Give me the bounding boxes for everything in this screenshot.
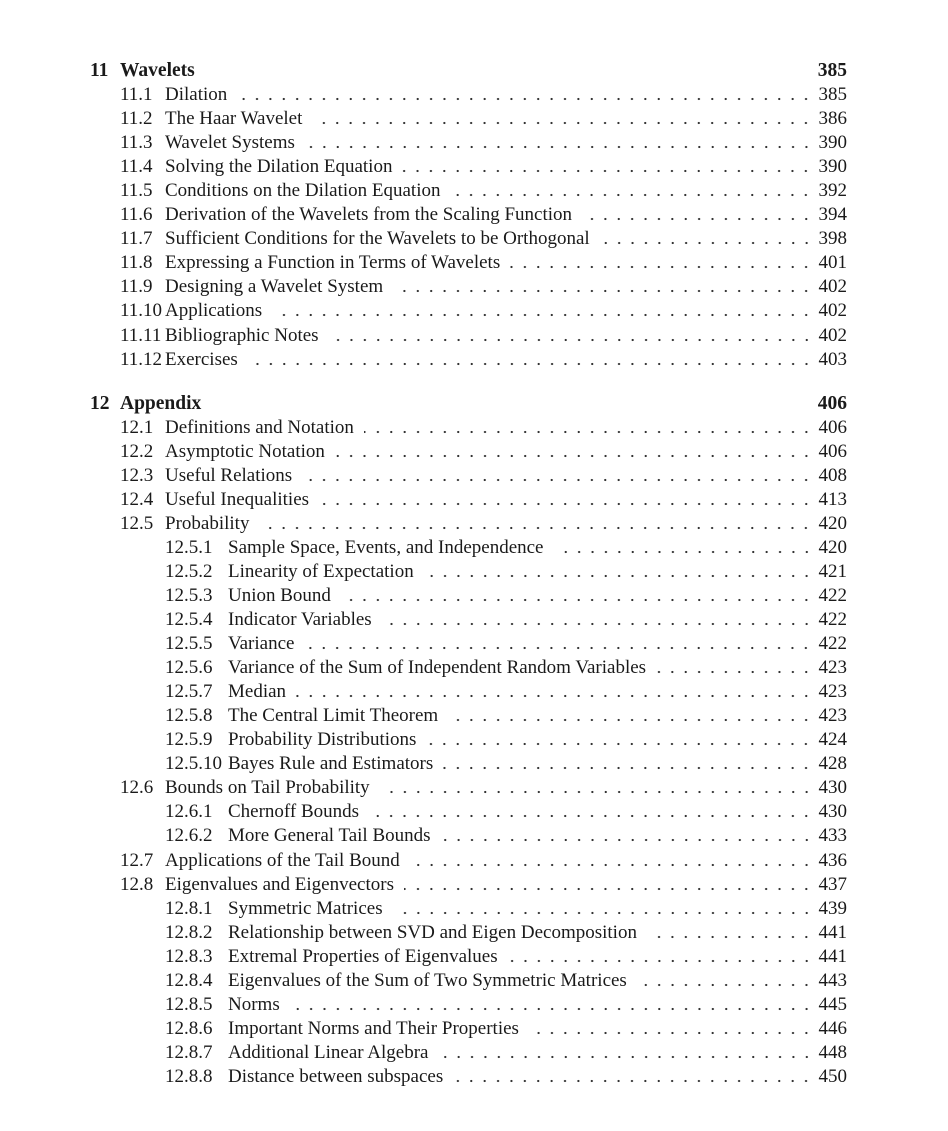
entry-title: Important Norms and Their Properties	[228, 1017, 519, 1039]
dot-leader	[319, 488, 813, 512]
page-number: 441	[818, 945, 847, 967]
dot-leader	[424, 560, 813, 584]
entry-number: 12.5.9	[165, 729, 213, 751]
entry-title: Variance of the Sum of Independent Random Variables	[228, 657, 647, 679]
page-number: 423	[818, 681, 847, 703]
page-number: 390	[818, 132, 847, 154]
entry-title: Median	[228, 681, 287, 703]
toc-section-entry[interactable]	[90, 464, 847, 488]
page-number: 420	[818, 512, 847, 534]
entry-number: 12.5.6	[165, 657, 213, 679]
toc-subsection-entry[interactable]	[90, 1041, 847, 1065]
entry-title: Applications	[165, 300, 263, 322]
dot-leader	[248, 348, 813, 372]
entry-title: Bayes Rule and Estimators	[228, 753, 434, 775]
toc-subsection-entry[interactable]	[90, 560, 847, 584]
page-number: 446	[818, 1017, 847, 1039]
toc-subsection-entry[interactable]	[90, 536, 847, 560]
page-number: 445	[818, 993, 847, 1015]
entry-title: Symmetric Matrices	[228, 897, 383, 919]
toc-section-entry[interactable]	[90, 512, 847, 536]
page-number: 422	[818, 584, 847, 606]
entry-number: 11.12	[120, 348, 163, 370]
page-number: 406	[818, 440, 847, 462]
entry-title: Variance	[228, 633, 295, 655]
entry-number: 12.6	[120, 777, 154, 799]
dot-leader	[272, 299, 813, 323]
toc-section-entry[interactable]	[90, 776, 847, 800]
entry-title: Applications of the Tail Bound	[165, 849, 400, 871]
entry-title: Sufficient Conditions for the Wavelets to be Orthogonal	[165, 228, 590, 250]
table-of-contents	[90, 59, 847, 1089]
entry-number: 12.5.10	[165, 753, 222, 775]
chapter-number: 11	[90, 60, 109, 81]
dot-leader	[582, 203, 813, 227]
page-number: 402	[818, 300, 847, 322]
dot-leader	[237, 83, 813, 107]
entry-number: 12.8.1	[165, 897, 213, 919]
entry-number: 11.7	[120, 228, 153, 250]
toc-section-entry[interactable]	[90, 348, 847, 372]
toc-subsection-entry[interactable]	[90, 632, 847, 656]
page-number: 450	[818, 1065, 847, 1087]
dot-leader	[647, 921, 813, 945]
entry-number: 11.6	[120, 204, 153, 226]
entry-number: 12.8.8	[165, 1065, 213, 1087]
dot-leader	[637, 969, 813, 993]
dot-leader	[380, 776, 813, 800]
entry-title: Norms	[228, 993, 280, 1015]
dot-leader	[364, 416, 813, 440]
entry-title: Extremal Properties of Eigenvalues	[228, 945, 498, 967]
entry-number: 11.11	[120, 324, 162, 346]
toc-section-entry[interactable]	[90, 873, 847, 897]
entry-title: Exercises	[165, 348, 238, 370]
entry-number: 12.8.4	[165, 969, 213, 991]
entry-title: Asymptotic Notation	[165, 440, 325, 462]
entry-title: Sample Space, Events, and Independence	[228, 536, 544, 558]
page-number: 428	[818, 753, 847, 775]
toc-subsection-entry[interactable]	[90, 608, 847, 632]
toc-section-entry[interactable]	[90, 227, 847, 251]
toc-subsection-entry[interactable]	[90, 824, 847, 848]
entry-number: 12.5.8	[165, 705, 213, 727]
page-number: 402	[818, 324, 847, 346]
entry-number: 12.5	[120, 512, 154, 534]
entry-number: 12.5.3	[165, 584, 213, 606]
page-number: 423	[818, 657, 847, 679]
dot-leader	[600, 227, 813, 251]
dot-leader	[296, 680, 813, 704]
toc-chapter-heading[interactable]	[90, 392, 847, 416]
dot-leader	[382, 608, 813, 632]
entry-number: 12.8	[120, 873, 154, 895]
dot-leader	[393, 275, 813, 299]
dot-leader	[369, 800, 813, 824]
dot-leader	[656, 656, 813, 680]
entry-number: 12.7	[120, 849, 154, 871]
entry-number: 12.3	[120, 464, 154, 486]
page-number: 406	[817, 392, 847, 414]
entry-number: 12.6.2	[165, 825, 213, 847]
entry-title: Solving the Dilation Equation	[165, 156, 393, 178]
page-number: 402	[818, 276, 847, 298]
toc-section-entry[interactable]	[90, 83, 847, 107]
dot-leader	[508, 945, 813, 969]
dot-leader	[410, 849, 813, 873]
page-number: 392	[818, 180, 847, 202]
dot-leader	[443, 752, 813, 776]
toc-section-entry[interactable]	[90, 849, 847, 873]
entry-title: Probability Distributions	[228, 729, 417, 751]
entry-number: 12.5.5	[165, 633, 213, 655]
entry-title: Additional Linear Algebra	[228, 1041, 429, 1063]
page-number: 437	[818, 873, 847, 895]
entry-number: 12.8.7	[165, 1041, 213, 1063]
toc-section-entry[interactable]	[90, 440, 847, 464]
dot-leader	[554, 536, 814, 560]
dot-leader	[529, 1017, 813, 1041]
entry-title: Relationship between SVD and Eigen Decomposition	[228, 921, 637, 943]
toc-section-entry[interactable]	[90, 324, 847, 348]
entry-number: 12.8.6	[165, 1017, 213, 1039]
entry-title: Chernoff Bounds	[228, 801, 360, 823]
page-number: 439	[818, 897, 847, 919]
toc-subsection-entry[interactable]	[90, 584, 847, 608]
page-number: 430	[818, 777, 847, 799]
entry-number: 12.8.5	[165, 993, 213, 1015]
entry-title: The Central Limit Theorem	[228, 705, 439, 727]
dot-leader	[305, 131, 813, 155]
toc-section-entry[interactable]	[90, 203, 847, 227]
entry-title: More General Tail Bounds	[228, 825, 431, 847]
page-number: 385	[817, 60, 847, 81]
page-number: 433	[818, 825, 847, 847]
entry-number: 11.5	[120, 180, 153, 202]
entry-number: 11.8	[120, 252, 153, 274]
entry-number: 12.5.1	[165, 536, 213, 558]
entry-number: 11.10	[120, 300, 163, 322]
entry-title: Useful Inequalities	[165, 488, 310, 510]
entry-number: 11.1	[120, 84, 153, 106]
toc-section-entry[interactable]	[90, 488, 847, 512]
page-number: 401	[818, 252, 847, 274]
page-number: 443	[818, 969, 847, 991]
toc-subsection-entry[interactable]	[90, 656, 847, 680]
chapter-number: 12	[90, 392, 110, 414]
dot-leader	[404, 873, 813, 897]
toc-section-entry[interactable]	[90, 179, 847, 203]
dot-leader	[441, 824, 813, 848]
entry-title: Indicator Variables	[228, 609, 372, 631]
entry-number: 12.8.2	[165, 921, 213, 943]
toc-section-entry[interactable]	[90, 251, 847, 275]
page-number: 386	[818, 108, 847, 130]
page-number: 394	[818, 204, 847, 226]
toc-subsection-entry[interactable]	[90, 704, 847, 728]
entry-number: 12.5.4	[165, 609, 213, 631]
toc-subsection-entry[interactable]	[90, 800, 847, 824]
page-number: 424	[818, 729, 847, 751]
dot-leader	[426, 728, 813, 752]
entry-title: Derivation of the Wavelets from the Scaling Function	[165, 204, 573, 226]
entry-title: Bounds on Tail Probability	[165, 777, 370, 799]
entry-title: Dilation	[165, 84, 228, 106]
dot-leader	[453, 1065, 813, 1089]
dot-leader	[450, 179, 813, 203]
page-number: 422	[818, 633, 847, 655]
toc-subsection-entry[interactable]	[90, 1065, 847, 1089]
entry-number: 12.6.1	[165, 801, 213, 823]
dot-leader	[259, 512, 813, 536]
entry-title: Linearity of Expectation	[228, 560, 414, 582]
page-number: 390	[818, 156, 847, 178]
entry-number: 12.1	[120, 416, 154, 438]
dot-leader	[304, 632, 813, 656]
page-number: 406	[818, 416, 847, 438]
toc-section-entry[interactable]	[90, 107, 847, 131]
dot-leader	[439, 1041, 814, 1065]
entry-title: Useful Relations	[165, 464, 293, 486]
page-number: 403	[818, 348, 847, 370]
entry-number: 12.5.7	[165, 681, 213, 703]
dot-leader	[510, 251, 813, 275]
entry-title: Conditions on the Dilation Equation	[165, 180, 441, 202]
entry-title: Wavelet Systems	[165, 132, 295, 154]
dot-leader	[312, 107, 813, 131]
page-number: 448	[818, 1041, 847, 1063]
dot-leader	[402, 155, 813, 179]
entry-number: 11.4	[120, 156, 153, 178]
page-number: 413	[818, 488, 847, 510]
page-number: 421	[818, 560, 847, 582]
entry-number: 12.4	[120, 488, 154, 510]
dot-leader	[302, 464, 813, 488]
page-number: 423	[818, 705, 847, 727]
toc-subsection-entry[interactable]	[90, 993, 847, 1017]
page-number: 441	[818, 921, 847, 943]
entry-number: 11.3	[120, 132, 153, 154]
page-number: 430	[818, 801, 847, 823]
toc-subsection-entry[interactable]	[90, 680, 847, 704]
dot-leader	[448, 704, 813, 728]
entry-title: Definitions and Notation	[165, 416, 354, 438]
entry-title: Expressing a Function in Terms of Wavelets	[165, 252, 501, 274]
toc-subsection-entry[interactable]	[90, 728, 847, 752]
entry-title: Bibliographic Notes	[165, 324, 319, 346]
dot-leader	[329, 324, 813, 348]
toc-subsection-entry[interactable]	[90, 945, 847, 969]
toc-section-entry[interactable]	[90, 155, 847, 179]
dot-leader	[393, 897, 813, 921]
dot-leader	[290, 993, 813, 1017]
entry-title: Eigenvalues and Eigenvectors	[165, 873, 394, 895]
entry-number: 11.9	[120, 276, 153, 298]
toc-chapter-heading[interactable]	[90, 59, 847, 83]
toc-subsection-entry[interactable]	[90, 1017, 847, 1041]
entry-number: 12.5.2	[165, 560, 213, 582]
dot-leader	[341, 584, 813, 608]
page-number: 408	[818, 464, 847, 486]
page-number: 420	[818, 536, 847, 558]
page-number: 385	[818, 84, 847, 106]
page-number: 422	[818, 609, 847, 631]
toc-subsection-entry[interactable]	[90, 752, 847, 776]
entry-title: Distance between subspaces	[228, 1065, 444, 1087]
toc-subsection-entry[interactable]	[90, 969, 847, 993]
entry-title: The Haar Wavelet	[165, 108, 303, 130]
entry-title: Probability	[165, 512, 250, 534]
entry-title: Union Bound	[228, 584, 331, 606]
toc-subsection-entry[interactable]	[90, 897, 847, 921]
chapter-title: Appendix	[120, 392, 202, 414]
entry-title: Designing a Wavelet System	[165, 276, 384, 298]
page-number: 398	[818, 228, 847, 250]
entry-number: 12.2	[120, 440, 154, 462]
entry-number: 12.8.3	[165, 945, 213, 967]
toc-section-entry[interactable]	[90, 275, 847, 299]
chapter-title: Wavelets	[120, 60, 195, 81]
toc-subsection-entry[interactable]	[90, 921, 847, 945]
toc-section-entry[interactable]	[90, 299, 847, 323]
entry-number: 11.2	[120, 108, 153, 130]
entry-title: Eigenvalues of the Sum of Two Symmetric Matrices	[228, 969, 627, 991]
page-number: 436	[818, 849, 847, 871]
dot-leader	[335, 440, 813, 464]
toc-section-entry[interactable]	[90, 416, 847, 440]
toc-section-entry[interactable]	[90, 131, 847, 155]
